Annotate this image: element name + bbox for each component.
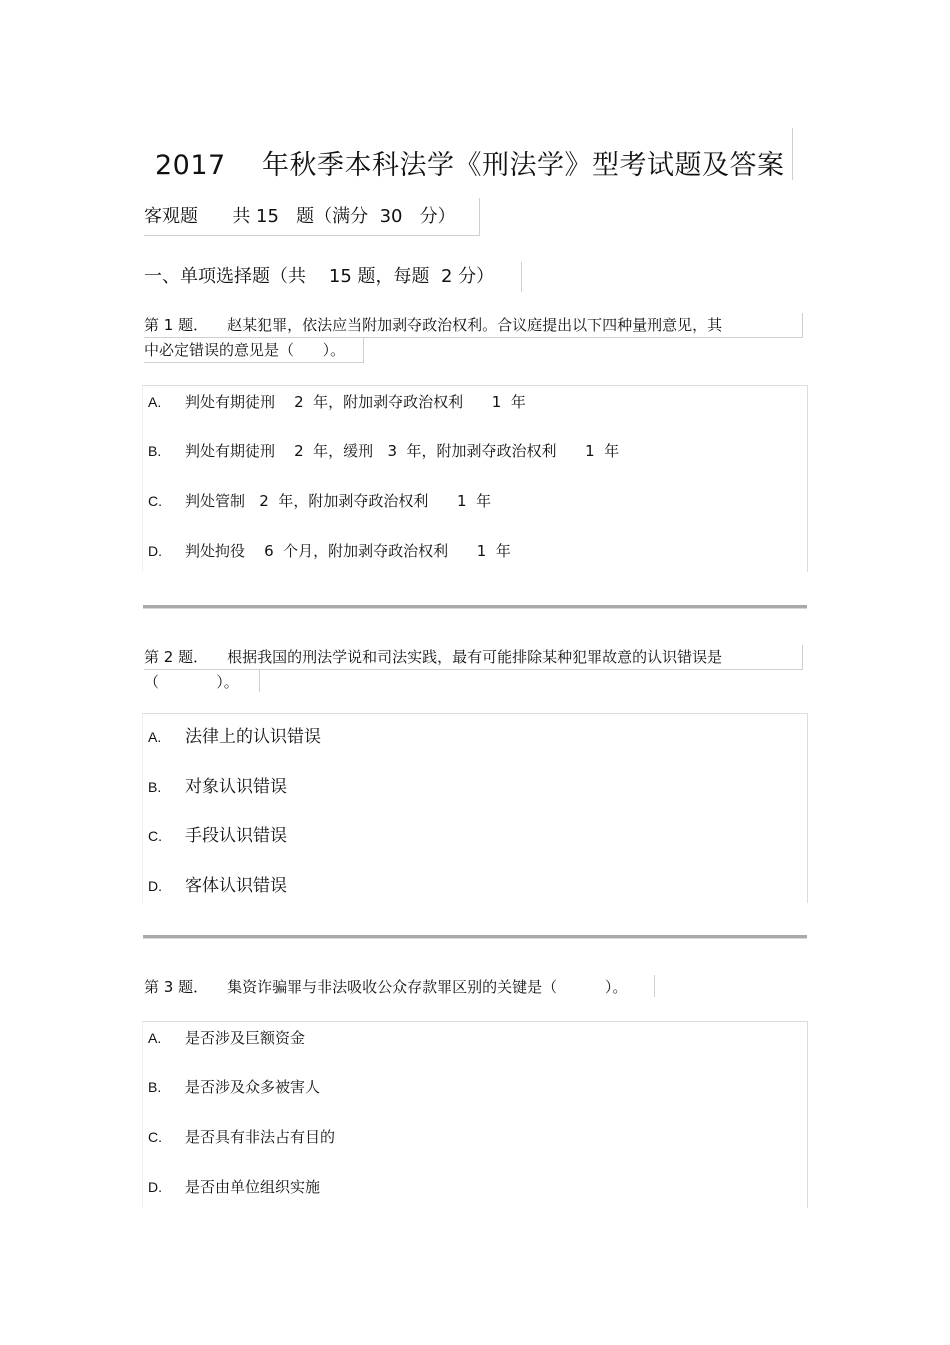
option-c[interactable] [148,1125,335,1150]
question-1-line-2: 中必定错误的意见是（ ）。 [144,338,364,363]
option-a[interactable] [148,1026,305,1051]
question-3-options [142,1021,808,1208]
option-letter: C. [148,1129,162,1145]
option-letter: B. [148,779,162,795]
option-a[interactable] [148,722,321,747]
option-letter: A. [148,394,162,410]
option-text: 对象认识错误 [185,777,287,797]
option-c[interactable] [148,821,287,846]
option-letter: B. [148,443,162,459]
question-1-line-1: 第 1 题． 赵某犯罪，依法应当附加剥夺政治权利。合议庭提出以下四种量刑意见，其 [144,313,803,338]
option-letter: D. [148,1179,162,1195]
page-title: 2017 年秋季本科法学《刑法学》型考试题及答案 [155,150,785,181]
option-letter: A. [148,1030,162,1046]
question-2 [144,645,944,700]
question-1-options [142,385,808,572]
section-header: 一、单项选择题（共 15 题，每题 2 分） [144,262,522,292]
question-2-options [142,713,808,903]
question-3 [144,975,944,1005]
question-1 [144,313,944,368]
option-text: 是否涉及巨额资金 [185,1029,306,1047]
option-text: 是否涉及众多被害人 [185,1078,321,1096]
option-letter: D. [148,543,162,559]
option-text: 判处有期徒刑 2 年，缓刑 3 年，附加剥夺政治权利 1 年 [185,442,620,460]
option-letter: C. [148,493,162,509]
option-text: 是否具有非法占有目的 [185,1128,336,1146]
option-text: 判处管制 2 年，附加剥夺政治权利 1 年 [185,492,492,510]
option-d[interactable] [148,871,287,896]
option-c[interactable] [148,489,491,514]
option-text: 判处有期徒刑 2 年，附加剥夺政治权利 1 年 [185,393,526,411]
option-letter: C. [148,828,162,844]
option-b[interactable] [148,439,619,464]
option-text: 法律上的认识错误 [185,727,321,747]
option-b[interactable] [148,1075,320,1100]
title-divider [792,128,793,180]
question-2-line-1: 第 2 题． 根据我国的刑法学说和司法实践，最有可能排除某种犯罪故意的认识错误是 [144,645,803,670]
question-divider [143,935,807,939]
option-d[interactable] [148,539,511,564]
option-letter: B. [148,1079,162,1095]
objective-header: 客观题 共 15 题（满分 30 分） [144,198,480,236]
option-text: 手段认识错误 [185,826,287,846]
option-letter: D. [148,878,162,894]
question-2-line-2: （ ）。 [144,670,260,692]
option-text: 是否由单位组织实施 [185,1178,321,1196]
option-text: 客体认识错误 [185,876,287,896]
option-text: 判处拘役 6 个月，附加剥夺政治权利 1 年 [185,542,511,560]
question-divider [143,605,807,609]
option-letter: A. [148,729,162,745]
option-a[interactable] [148,390,526,415]
option-d[interactable] [148,1175,320,1200]
question-3-line-1: 第 3 题． 集资诈骗罪与非法吸收公众存款罪区别的关键是（ ）。 [144,975,655,997]
option-b[interactable] [148,772,287,797]
